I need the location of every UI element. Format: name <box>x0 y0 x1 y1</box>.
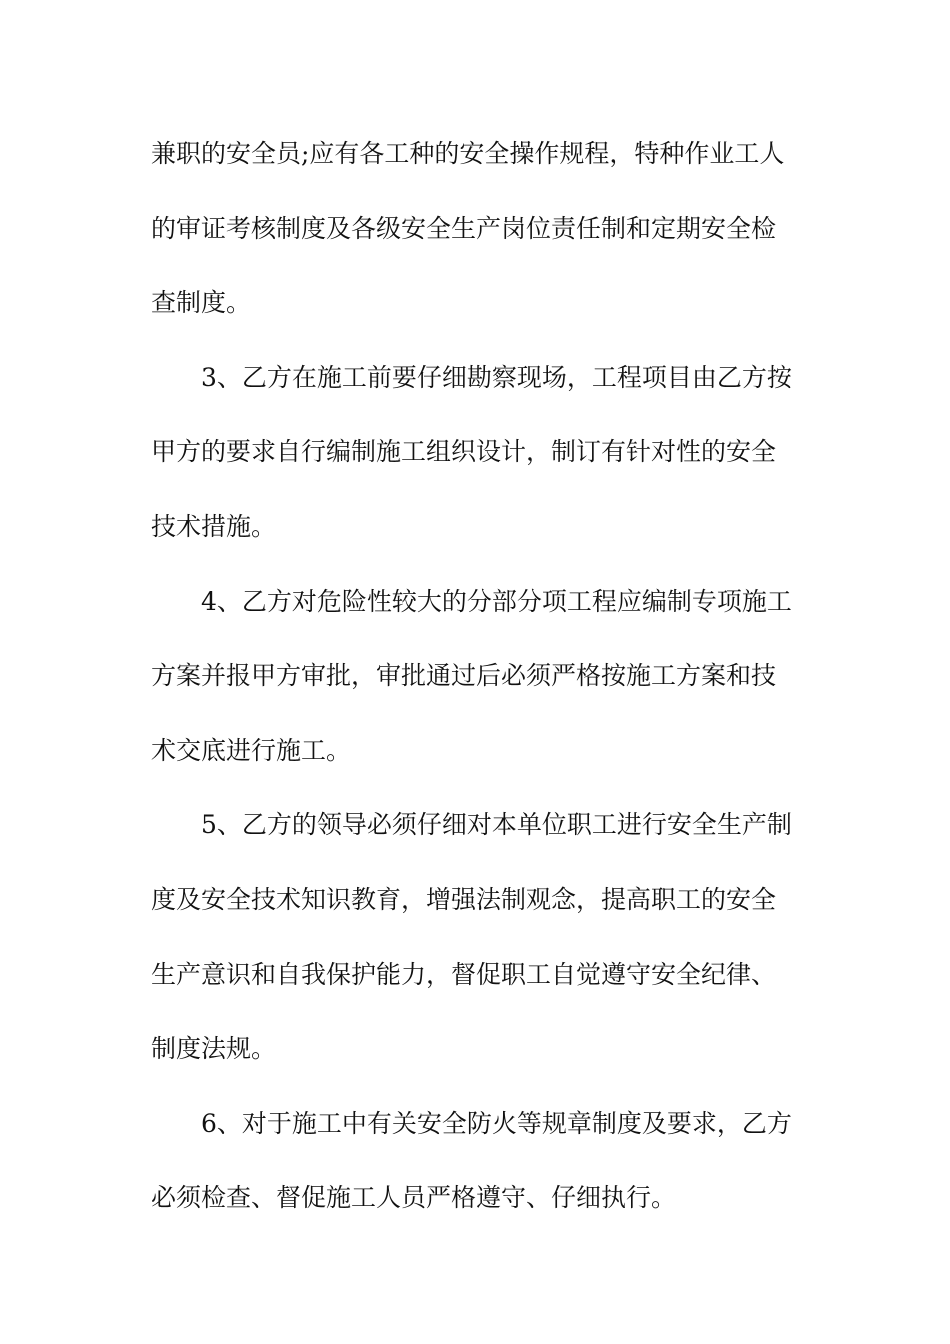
paragraph-2 <box>151 341 811 565</box>
text-line: 的审证考核制度及各级安全生产岗位责任制和定期安全检 <box>151 213 777 243</box>
text-line: 查制度。 <box>151 288 252 318</box>
text-line: 度及安全技术知识教育，增强法制观念，提高职工的安全 <box>151 884 777 914</box>
text-line: 6、对于施工中有关安全防火等规章制度及要求，乙方 <box>201 1108 792 1138</box>
text-line: 5、乙方的领导必须仔细对本单位职工进行安全生产制 <box>201 810 792 840</box>
text-line: 甲方的要求自行编制施工组织设计，制订有针对性的安全 <box>151 437 777 467</box>
body-text <box>151 117 811 1236</box>
paragraph-1 <box>151 117 811 341</box>
text-line: 3、乙方在施工前要仔细勘察现场，工程项目由乙方按 <box>201 362 792 392</box>
text-line: 生产意识和自我保护能力，督促职工自觉遵守安全纪律、 <box>151 959 777 989</box>
text-line: 必须检查、督促施工人员严格遵守、仔细执行。 <box>151 1183 677 1213</box>
text-line: 方案并报甲方审批，审批通过后必须严格按施工方案和技 <box>151 661 777 691</box>
text-line: 兼职的安全员;应有各工种的安全操作规程，特种作业工人 <box>151 139 785 168</box>
text-line: 技术措施。 <box>151 511 277 541</box>
text-line: 术交底进行施工。 <box>151 735 352 765</box>
paragraph-4 <box>151 788 811 1086</box>
paragraph-5 <box>151 1087 811 1236</box>
paragraph-3 <box>151 565 811 789</box>
text-line: 4、乙方对危险性较大的分部分项工程应编制专项施工 <box>201 586 792 616</box>
text-line: 制度法规。 <box>151 1034 277 1064</box>
